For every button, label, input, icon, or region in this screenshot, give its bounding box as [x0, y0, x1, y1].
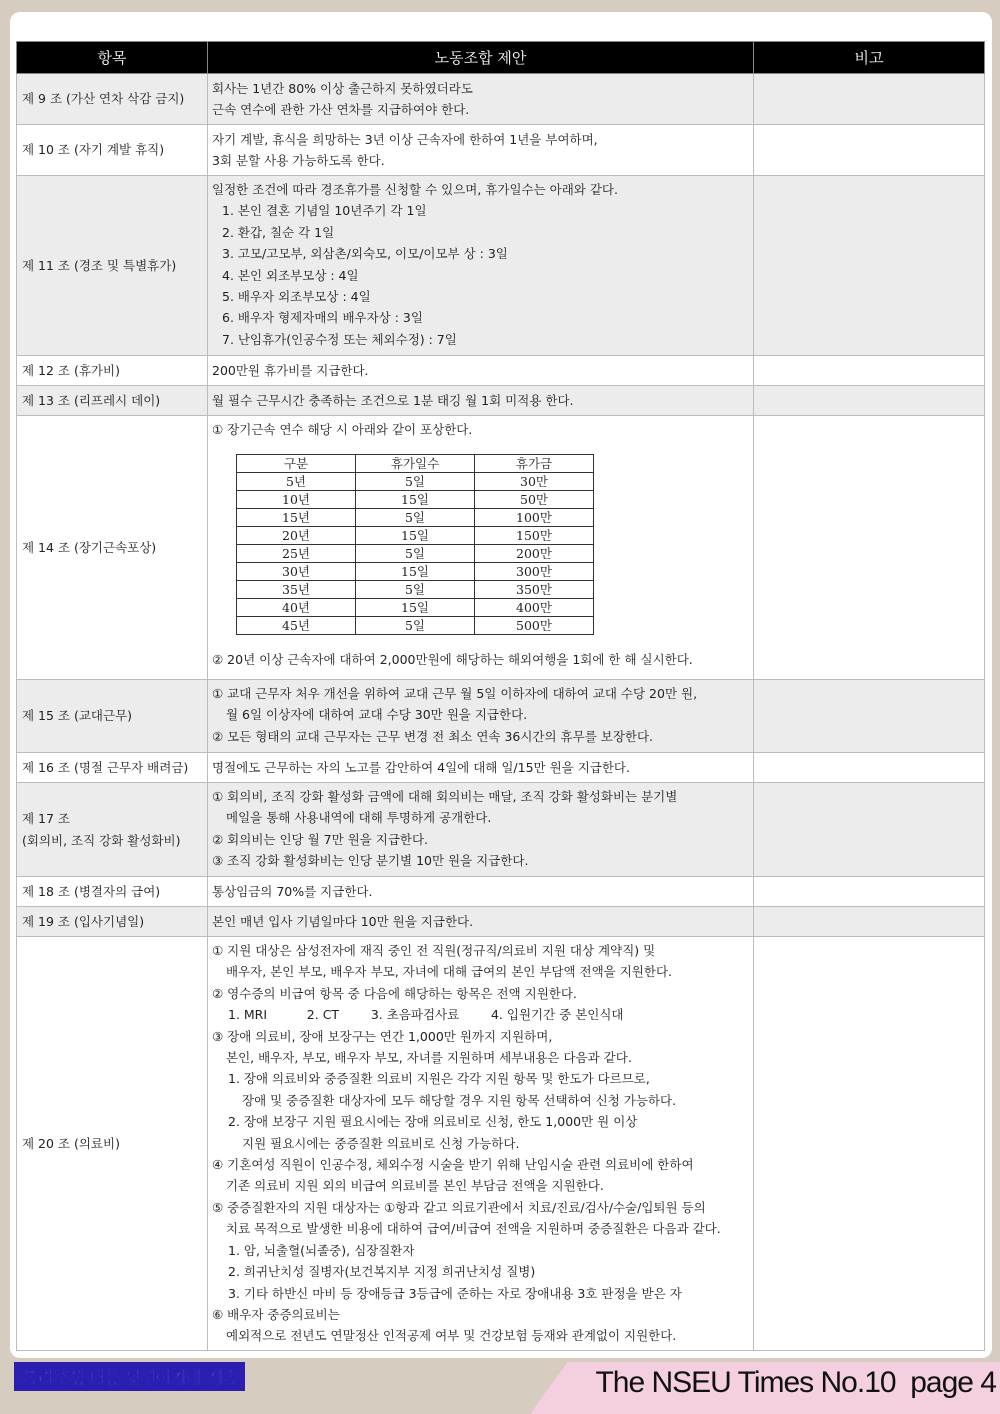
award-cell: 30만: [475, 473, 594, 491]
award-cell: 20년: [237, 527, 356, 545]
content-line: ① 지원 대상은 삼성전자에 재직 중인 전 직원(정규직/의료비 지원 대상 계약직) 및: [212, 943, 656, 958]
row-content: [208, 907, 754, 937]
content-line: 배우자, 본인 부모, 배우자 부모, 자녀에 대해 급여의 본인 부담액 전액을 지원한다.: [226, 964, 673, 980]
table-row: [17, 125, 985, 176]
content-line: 2. 환갑, 칠순 각 1일: [222, 224, 335, 240]
row-content: [208, 356, 754, 386]
content-line: 3. 기타 하반신 마비 등 장애등급 3등급에 준하는 자로 장애내용 3호 판정을 받은 자: [228, 1285, 682, 1301]
table-row: [17, 877, 985, 907]
row-item: 제 15 조 (교대근무): [17, 680, 208, 753]
content-line: 5. 배우자 외조부모상 : 4일: [222, 289, 371, 305]
award-row: [237, 527, 594, 545]
content-line: 월 필수 근무시간 충족하는 조건으로 1분 태깅 월 1회 미적용 한다.: [212, 392, 574, 408]
award-row: [237, 545, 594, 563]
award-cell: 500만: [475, 617, 594, 635]
content-line: ⑥ 배우자 중증의료비는: [212, 1306, 340, 1322]
award-cell: 15일: [356, 527, 475, 545]
row-item: 제 10 조 (자기 계발 휴직): [17, 125, 208, 176]
content-line: 월 6일 이상자에 대하여 교대 수당 30만 원을 지급한다.: [226, 707, 528, 723]
row-item: 제 9 조 (가산 연차 삭감 금지): [17, 74, 208, 125]
content-line: 회사는 1년간 80% 이상 출근하지 못하였더라도: [212, 80, 473, 96]
row-note: [754, 937, 985, 1351]
content-line: ① 교대 근무자 처우 개선을 위하여 교대 근무 월 5일 이하자에 대하여 교대 수당 20만 원,: [212, 686, 698, 701]
row-note: [754, 680, 985, 753]
content-line: 2. 장애 보장구 지원 필요시에는 장애 의료비로 신청, 한도 1,000만 원 이상: [228, 1114, 638, 1130]
award-cell: 100만: [475, 509, 594, 527]
award-cell: 15일: [356, 491, 475, 509]
content-line: ④ 기혼여성 직원이 인공수정, 체외수정 시술을 받기 위해 난임시술 관련 의료비에 한하여: [212, 1157, 694, 1173]
content-line: 1. 암, 뇌출혈(뇌졸중), 심장질환자: [228, 1242, 415, 1258]
row-content: [208, 937, 754, 1351]
row-content: [208, 125, 754, 176]
row-note: [754, 877, 985, 907]
award-cell: 5일: [356, 509, 475, 527]
award-row: [237, 563, 594, 581]
award-row: [237, 509, 594, 527]
award-cell: 5일: [356, 581, 475, 599]
table-row: [17, 753, 985, 783]
row-item: 제 11 조 (경조 및 특별휴가): [17, 176, 208, 356]
award-row: [237, 581, 594, 599]
row-note: [754, 386, 985, 416]
table-row: [17, 416, 985, 680]
content-line: 근속 연수에 관한 가산 연차를 지급하여야 한다.: [212, 102, 470, 117]
award-row: [237, 491, 594, 509]
content-line: 2. 희귀난치성 질병자(보건복지부 지정 희귀난치성 질병): [228, 1264, 536, 1280]
row-item: 제 13 조 (리프레시 데이): [17, 386, 208, 416]
award-row: [237, 473, 594, 491]
row-item-line: 제 17 조: [22, 811, 71, 827]
award-row: [237, 617, 594, 635]
content-line: 자기 계발, 휴식을 희망하는 3년 이상 근속자에 한하여 1년을 부여하며,: [212, 131, 598, 147]
row-note: [754, 753, 985, 783]
award-cell: 400만: [475, 599, 594, 617]
row-item: 제 12 조 (휴가비): [17, 356, 208, 386]
row-note: [754, 416, 985, 680]
content-line: 1. 장애 의료비와 중증질환 의료비 지원은 각각 지원 항목 및 한도가 다르므로,: [228, 1071, 650, 1087]
content-line: 기존 의료비 지원 외의 비급여 의료비를 본인 부담금 전액을 지원한다.: [226, 1178, 604, 1194]
award-cell: 15일: [356, 563, 475, 581]
award-table: [236, 454, 594, 635]
page-footer-title: The NSEU Times No.10 page 4: [595, 1366, 996, 1399]
content-line: ③ 장애 의료비, 장애 보장구는 연간 1,000만 원까지 지원하며,: [212, 1028, 553, 1044]
row-note: [754, 356, 985, 386]
content-line: 1. MRI 2. CT 3. 초음파검사료 4. 입원기간 중 본인식대: [228, 1007, 624, 1023]
award-cell: 15일: [356, 599, 475, 617]
row-item: 제 20 조 (의료비): [17, 937, 208, 1351]
row-item: 제 16 조 (명절 근무자 배려금): [17, 753, 208, 783]
award-cell: 5일: [356, 617, 475, 635]
table-row: [17, 386, 985, 416]
award-body: [237, 473, 594, 635]
award-cell: 5년: [237, 473, 356, 491]
row-item: [17, 783, 208, 877]
content-line: 장애 및 중증질환 대상자에 모두 해당할 경우 지원 항목 선택하여 신청 가능하다.: [242, 1092, 677, 1108]
continued-notice: 복리후생 내용 뒷페이지에 계속: [14, 1362, 245, 1391]
content-line: ② 회의비는 인당 월 7만 원을 지급한다.: [212, 831, 429, 847]
content-line: 치료 목적으로 발생한 비용에 대하여 급여/비급여 전액을 지원하며 중증질환은 다음과 같다.: [226, 1221, 721, 1237]
header-note: 비고: [754, 42, 985, 74]
document-page: [10, 12, 992, 1358]
content-line: 명절에도 근무하는 자의 노고를 감안하여 4일에 대해 일/15만 원을 지급한다.: [212, 759, 630, 775]
award-cell: 150만: [475, 527, 594, 545]
row-item: 제 19 조 (입사기념일): [17, 907, 208, 937]
content-line: ③ 조직 강화 활성화비는 인당 분기별 10만 원을 지급한다.: [212, 853, 529, 869]
award-cell: 25년: [237, 545, 356, 563]
row-content: [208, 877, 754, 907]
row-note: [754, 907, 985, 937]
award-header-row: [237, 455, 594, 473]
row-item-line: (회의비, 조직 강화 활성화비): [22, 832, 181, 848]
content-line: 3. 고모/고모부, 외삼촌/외숙모, 이모/이모부 상 : 3일: [222, 246, 508, 262]
award-cell: 45년: [237, 617, 356, 635]
table-row: [17, 680, 985, 753]
content-line: 7. 난임휴가(인공수정 또는 체외수정) : 7일: [222, 331, 457, 347]
header-item: 항목: [17, 42, 208, 74]
table-row: [17, 907, 985, 937]
row-content: [208, 753, 754, 783]
award-cell: 10년: [237, 491, 356, 509]
row-note: [754, 783, 985, 877]
row-content: [208, 416, 754, 680]
content-line: ② 20년 이상 근속자에 대하여 2,000만원에 해당하는 해외여행을 1회에 한 해 실시한다.: [212, 652, 693, 668]
table-header: [17, 42, 985, 74]
award-header: 휴가금: [475, 455, 594, 473]
award-cell: 200만: [475, 545, 594, 563]
content-line: 1. 본인 결혼 기념일 10년주기 각 1일: [222, 203, 427, 219]
content-line: 일정한 조건에 따라 경조휴가를 신청할 수 있으며, 휴가일수는 아래와 같다.: [212, 182, 618, 197]
award-row: [237, 599, 594, 617]
award-cell: 50만: [475, 491, 594, 509]
content-line: 본인 매년 입사 기념일마다 10만 원을 지급한다.: [212, 913, 474, 929]
award-header: 휴가일수: [356, 455, 475, 473]
table-row: [17, 783, 985, 877]
content-line: 6. 배우자 형제자매의 배우자상 : 3일: [222, 310, 423, 326]
content-line: 본인, 배우자, 부모, 배우자 부모, 자녀를 지원하며 세부내용은 다음과 같다.: [226, 1050, 632, 1066]
row-note: [754, 74, 985, 125]
content-line: ② 영수증의 비급여 항목 중 다음에 해당하는 항목은 전액 지원한다.: [212, 985, 577, 1001]
content-line: 3회 분할 사용 가능하도록 한다.: [212, 153, 385, 168]
content-line: ① 회의비, 조직 강화 활성화 금액에 대해 회의비는 매달, 조직 강화 활성화비는 분기별: [212, 789, 678, 804]
table-row: [17, 356, 985, 386]
table-row: [17, 176, 985, 356]
content-line: 4. 본인 외조부모상 : 4일: [222, 267, 359, 283]
content-line: ② 모든 형태의 교대 근무자는 근무 변경 전 최소 연속 36시간의 휴무를 보장한다.: [212, 728, 654, 744]
award-cell: 300만: [475, 563, 594, 581]
content-line: 통상임금의 70%를 지급한다.: [212, 883, 373, 899]
award-header: 구분: [237, 455, 356, 473]
award-cell: 35년: [237, 581, 356, 599]
content-line: ① 장기근속 연수 해당 시 아래와 같이 포상한다.: [212, 422, 473, 437]
award-cell: 15년: [237, 509, 356, 527]
award-cell: 5일: [356, 473, 475, 491]
row-note: [754, 176, 985, 356]
content-line: 지원 필요시에는 중증질환 의료비로 신청 가능하다.: [242, 1135, 520, 1151]
row-note: [754, 125, 985, 176]
award-cell: 30년: [237, 563, 356, 581]
row-content: [208, 680, 754, 753]
row-content: [208, 74, 754, 125]
proposal-table: [16, 41, 985, 1351]
row-item: 제 14 조 (장기근속포상): [17, 416, 208, 680]
table-row: [17, 937, 985, 1351]
row-item: 제 18 조 (병결자의 급여): [17, 877, 208, 907]
award-cell: 40년: [237, 599, 356, 617]
header-proposal: 노동조합 제안: [208, 42, 754, 74]
content-line: 200만원 휴가비를 지급한다.: [212, 362, 369, 378]
content-line: 메일을 통해 사용내역에 대해 투명하게 공개한다.: [226, 810, 492, 826]
content-line: ⑤ 중증질환자의 지원 대상자는 ①항과 같고 의료기관에서 치료/진료/검사/수술/입퇴원 등의: [212, 1199, 706, 1215]
award-cell: 350만: [475, 581, 594, 599]
row-content: [208, 386, 754, 416]
row-content: [208, 783, 754, 877]
award-cell: 5일: [356, 545, 475, 563]
row-content: [208, 176, 754, 356]
content-line: 예외적으로 전년도 연말정산 인적공제 여부 및 건강보험 등재와 관계없이 지원한다.: [226, 1328, 677, 1344]
table-row: [17, 74, 985, 125]
